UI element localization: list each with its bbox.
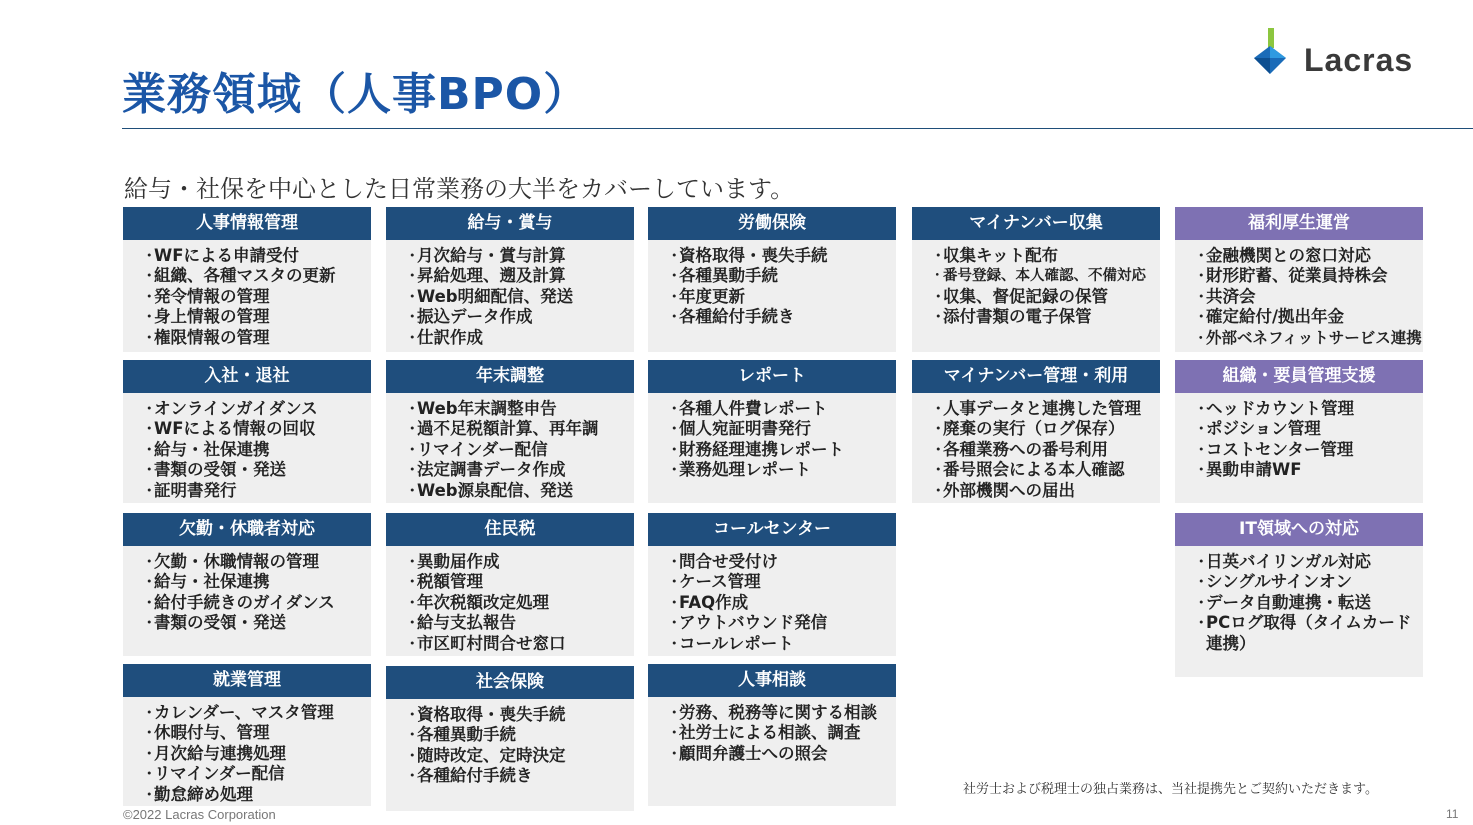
list-item: ・ データ自動連携・転送 [1193,593,1417,613]
card-header: 社会保険 [386,666,634,699]
list-item: ・ 共済会 [1193,287,1417,307]
list-item: ・ 人事データと連携した管理 [930,399,1154,419]
list-item: ・ ケース管理 [666,572,890,592]
list-item: ・ 番号照会による本人確認 [930,460,1154,480]
list-item: ・ 給与・社保連携 [141,572,365,592]
list-item: ・ 年度更新 [666,287,890,307]
list-item: ・ 書類の受領・発送 [141,460,365,480]
card-list [123,393,371,505]
list-item: ・ 問合せ受付け [666,552,890,572]
card-header: 就業管理 [123,664,371,697]
card-jinji-joho [123,207,371,352]
list-item: ・ 書類の受領・発送 [141,613,365,633]
list-item: ・ 給与・社保連携 [141,440,365,460]
card-list [648,393,896,485]
card-juminzei [386,513,634,656]
list-item: ・ リマインダー配信 [404,440,628,460]
logo-text: Lacras [1304,42,1414,78]
list-item: ・ 社労士による相談、調査 [666,723,890,743]
list-item: ・ 過不足税額計算、再年調 [404,419,628,439]
list-item: ・ 月次給与連携処理 [141,744,365,764]
company-logo [1250,28,1430,80]
list-item: ・ 身上情報の管理 [141,307,365,327]
list-item: ・ 月次給与・賞与計算 [404,246,628,266]
list-item: ・ 番号登録、本人確認、不備対応 [930,266,1154,286]
page-title: 業務領域（人事BPO） [122,69,589,120]
list-item: ・ 財務経理連携レポート [666,440,890,460]
card-header: レポート [648,360,896,393]
list-item: ・ FAQ作成 [666,593,890,613]
list-item: ・ 外部機関への届出 [930,481,1154,501]
list-item: ・ 財形貯蓄、従業員持株会 [1193,266,1417,286]
card-nenmatsu [386,360,634,503]
list-item: ・ 勤怠締め処理 [141,785,365,805]
card-list [1175,546,1423,658]
card-list [1175,393,1423,485]
list-item: ・ 収集キット配布 [930,246,1154,266]
list-item: ・ コールレポート [666,634,890,654]
list-item: ・ 労務、税務等に関する相談 [666,703,890,723]
list-item: ・ 市区町村問合せ窓口 [404,634,628,654]
list-item: ・ 各種異動手続 [666,266,890,286]
card-list [648,697,896,768]
list-item: ・ 給付手続きのガイダンス [141,593,365,613]
title-divider [122,128,1473,129]
page-number: 11 [1446,807,1459,821]
list-item: ・ アウトバウンド発信 [666,613,890,633]
card-list [912,240,1160,332]
card-soshiki-yoin [1175,360,1423,503]
list-item: ・ 証明書発行 [141,481,365,501]
list-item: ・ 日英バイリンガル対応 [1193,552,1417,572]
card-shugyo-kanri [123,664,371,806]
list-item: ・ ポジション管理 [1193,419,1417,439]
card-list [1175,240,1423,352]
list-item: ・ 休暇付与、管理 [141,723,365,743]
list-item: ・ 外部ベネフィットサービス連携 [1193,328,1417,348]
card-call-center [648,513,896,656]
list-item: ・ 収集、督促記録の保管 [930,287,1154,307]
card-header: 住民税 [386,513,634,546]
lacras-logo-icon [1250,28,1298,80]
card-fukuri-kosei [1175,207,1423,352]
list-item: ・ 各種給付手続き [666,307,890,327]
card-list [386,240,634,352]
card-list [123,240,371,352]
card-list [648,240,896,332]
card-list [386,546,634,658]
list-item: ・ リマインダー配信 [141,764,365,784]
card-header: 組織・要員管理支援 [1175,360,1423,393]
list-item: ・ PCログ取得（タイムカード連携） [1193,613,1417,654]
list-item: ・ ヘッドカウント管理 [1193,399,1417,419]
list-item: ・ 随時改定、定時決定 [404,746,628,766]
copyright: ©2022 Lacras Corporation [123,807,276,822]
footnote: 社労士および税理士の独占業務は、当社提携先とご契約いただきます。 [963,782,1378,797]
list-item: ・ オンラインガイダンス [141,399,365,419]
card-list [123,546,371,638]
list-item: ・ 業務処理レポート [666,460,890,480]
card-list [648,546,896,658]
list-item: ・ 顧問弁護士への照会 [666,744,890,764]
card-header: 入社・退社 [123,360,371,393]
list-item: ・ 仕訳作成 [404,328,628,348]
card-shakai-hoken [386,666,634,811]
list-item: ・ 法定調書データ作成 [404,460,628,480]
list-item: ・ 昇給処理、遡及計算 [404,266,628,286]
card-mynumber-manage [912,360,1160,503]
card-kekkin-kyushoku [123,513,371,656]
card-header: 労働保険 [648,207,896,240]
card-header: マイナンバー管理・利用 [912,360,1160,393]
list-item: ・ Web年末調整申告 [404,399,628,419]
list-item: ・ WFによる情報の回収 [141,419,365,439]
card-rodo-hoken [648,207,896,352]
card-nyusha-taisha [123,360,371,503]
list-item: ・ 異動申請WF [1193,460,1417,480]
list-item: ・ 各種業務への番号利用 [930,440,1154,460]
list-item: ・ Web源泉配信、発送 [404,481,628,501]
list-item: ・ 発令情報の管理 [141,287,365,307]
card-header: IT領域への対応 [1175,513,1423,546]
list-item: ・ 年次税額改定処理 [404,593,628,613]
list-item: ・ 添付書類の電子保管 [930,307,1154,327]
list-item: ・ 各種給付手続き [404,766,628,786]
list-item: ・ 給与支払報告 [404,613,628,633]
list-item: ・ 金融機関との窓口対応 [1193,246,1417,266]
subtitle: 給与・社保を中心とした日常業務の大半をカバーしています。 [124,175,795,203]
card-header: 福利厚生運営 [1175,207,1423,240]
list-item: ・ 権限情報の管理 [141,328,365,348]
card-it-domain [1175,513,1423,677]
list-item: ・ コストセンター管理 [1193,440,1417,460]
card-report [648,360,896,503]
list-item: ・ カレンダー、マスタ管理 [141,703,365,723]
card-header: 欠勤・休職者対応 [123,513,371,546]
card-header: 人事情報管理 [123,207,371,240]
card-kyuyo [386,207,634,352]
card-list [123,697,371,809]
list-item: ・ 振込データ作成 [404,307,628,327]
card-mynumber-collect [912,207,1160,352]
list-item: ・ 資格取得・喪失手続 [404,705,628,725]
list-item: ・ 税額管理 [404,572,628,592]
list-item: ・ 廃棄の実行（ログ保存） [930,419,1154,439]
list-item: ・ 個人宛証明書発行 [666,419,890,439]
card-list [912,393,1160,505]
list-item: ・ 組織、各種マスタの更新 [141,266,365,286]
list-item: ・ 各種人件費レポート [666,399,890,419]
list-item: ・ 確定給付/拠出年金 [1193,307,1417,327]
list-item: ・ 欠勤・休職情報の管理 [141,552,365,572]
list-item: ・ シングルサインオン [1193,572,1417,592]
list-item: ・ 異動届作成 [404,552,628,572]
card-list [386,393,634,505]
card-header: マイナンバー収集 [912,207,1160,240]
list-item: ・ 各種異動手続 [404,725,628,745]
list-item: ・ Web明細配信、発送 [404,287,628,307]
list-item: ・ WFによる申請受付 [141,246,365,266]
card-header: 給与・賞与 [386,207,634,240]
card-jinji-sodan [648,664,896,806]
card-header: 年末調整 [386,360,634,393]
card-header: コールセンター [648,513,896,546]
card-header: 人事相談 [648,664,896,697]
card-list [386,699,634,791]
list-item: ・ 資格取得・喪失手続 [666,246,890,266]
